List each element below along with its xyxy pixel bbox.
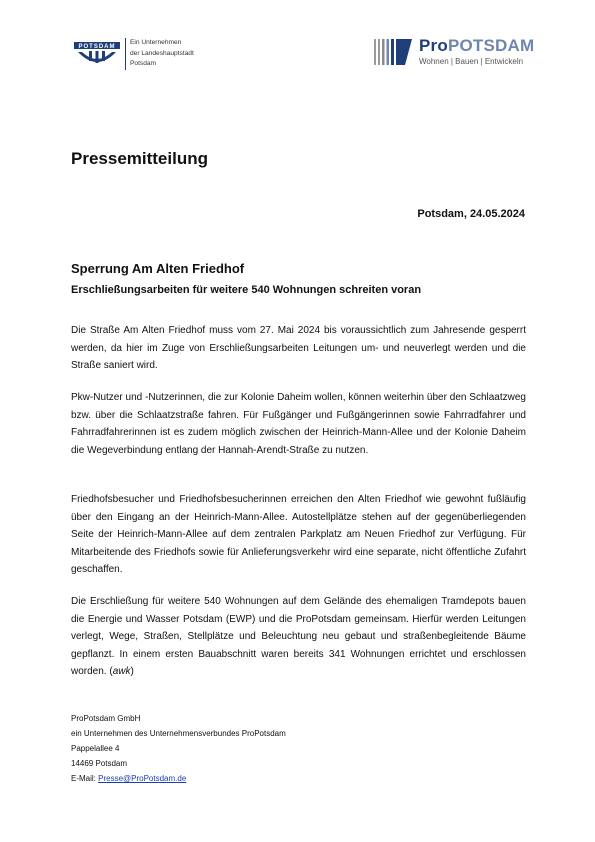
footer-company: ProPotsdam GmbH [71, 714, 141, 723]
tagline-line: der Landeshauptstadt [130, 49, 194, 57]
potsdam-city-logo-icon [72, 38, 122, 70]
paragraph-close: ) [130, 666, 134, 677]
footer-contact [71, 711, 286, 786]
footer-email-line [71, 771, 286, 786]
footer-group-line: ein Unternehmen des Unternehmensverbundes ProPotsdam [71, 729, 286, 738]
logo-divider [125, 38, 126, 70]
body-paragraph: Die Straße Am Alten Friedhof muss vom 27. Mai 2024 bis voraussichtlich zum Jahresende gesperrt werden, da hier im Zuge von Erschließungsarbeiten Leitungen um- und neuverlegt werden und die Straße saniert wird. [71, 325, 526, 371]
paragraph-text: Die Erschließung für weitere 540 Wohnungen auf dem Gelände des ehemaligen Tramdepots bauen die Energie und Wasser Potsdam (EWP) und die ProPotsdam gemeinsam. Hierfür werden Leitungen verlegt, Wege, Straßen, Stellplätze und Beleuchtung neu gebaut und straßenbegleitende Bäume gepflanzt. In einem ersten Bauabschnitt waren bereits 341 Wohnungen errichtet und erschlossen worden. ( [71, 596, 526, 677]
propotsdam-wordmark [419, 37, 534, 55]
author-initials: awk [112, 666, 131, 677]
footer-email-link[interactable]: Presse@ProPotsdam.de [98, 774, 187, 783]
body-paragraph: Friedhofsbesucher und Friedhofsbesucherinnen erreichen den Alten Friedhof wie gewohnt fußläufig über den Eingang an der Heinrich-Mann-Allee. Autostellplätze stehen auf der gegenüberliegenden Seite der Heinrich-Mann-Allee auf dem zentralen Parkplatz am Neuen Friedhof zur Verfügung. Für Mitarbeitende des Friedhofs sowie für Anlieferungsverkehr wird eine separate, nicht öffentliche Zufahrt geschaffen. [71, 494, 526, 575]
propotsdam-name-pro: Pro [419, 36, 448, 55]
tagline-line: Ein Unternehmen [130, 39, 182, 46]
body-paragraph [71, 593, 526, 681]
subheadline: Erschließungsarbeiten für weitere 540 Wohnungen schreiten voran [71, 284, 422, 296]
footer-city: 14469 Potsdam [71, 759, 128, 768]
tagline-line: Potsdam [130, 60, 157, 67]
footer-street: Pappelallee 4 [71, 744, 120, 753]
body-paragraph: Pkw-Nutzer und -Nutzerinnen, die zur Kolonie Daheim wollen, können weiterhin über den Schlaatzweg bzw. über die Schlaatzstraße fahren. Für Fußgänger und Fußgängerinnen sowie Fahrradfahrer und Fahrradfahrerinnen ist es zudem möglich zwischen der Heinrich-Mann-Allee und der Kolonie Daheim die Wegeverbindung entlang der Hannah-Arendt-Straße zu nutzen. [71, 392, 526, 456]
propotsdam-claim: Wohnen | Bauen | Entwickeln [419, 57, 524, 66]
document-title: Pressemitteilung [71, 149, 208, 168]
date-line: Potsdam, 24.05.2024 [417, 208, 525, 220]
potsdam-logo-wordmark: POTSDAM [78, 44, 116, 50]
headline: Sperrung Am Alten Friedhof [71, 261, 245, 276]
propotsdam-bars-logo-icon [374, 37, 412, 67]
footer-email-label: E-Mail: [71, 774, 99, 783]
potsdam-logo-tagline [130, 38, 194, 70]
propotsdam-name-potsdam: POTSDAM [447, 36, 535, 55]
